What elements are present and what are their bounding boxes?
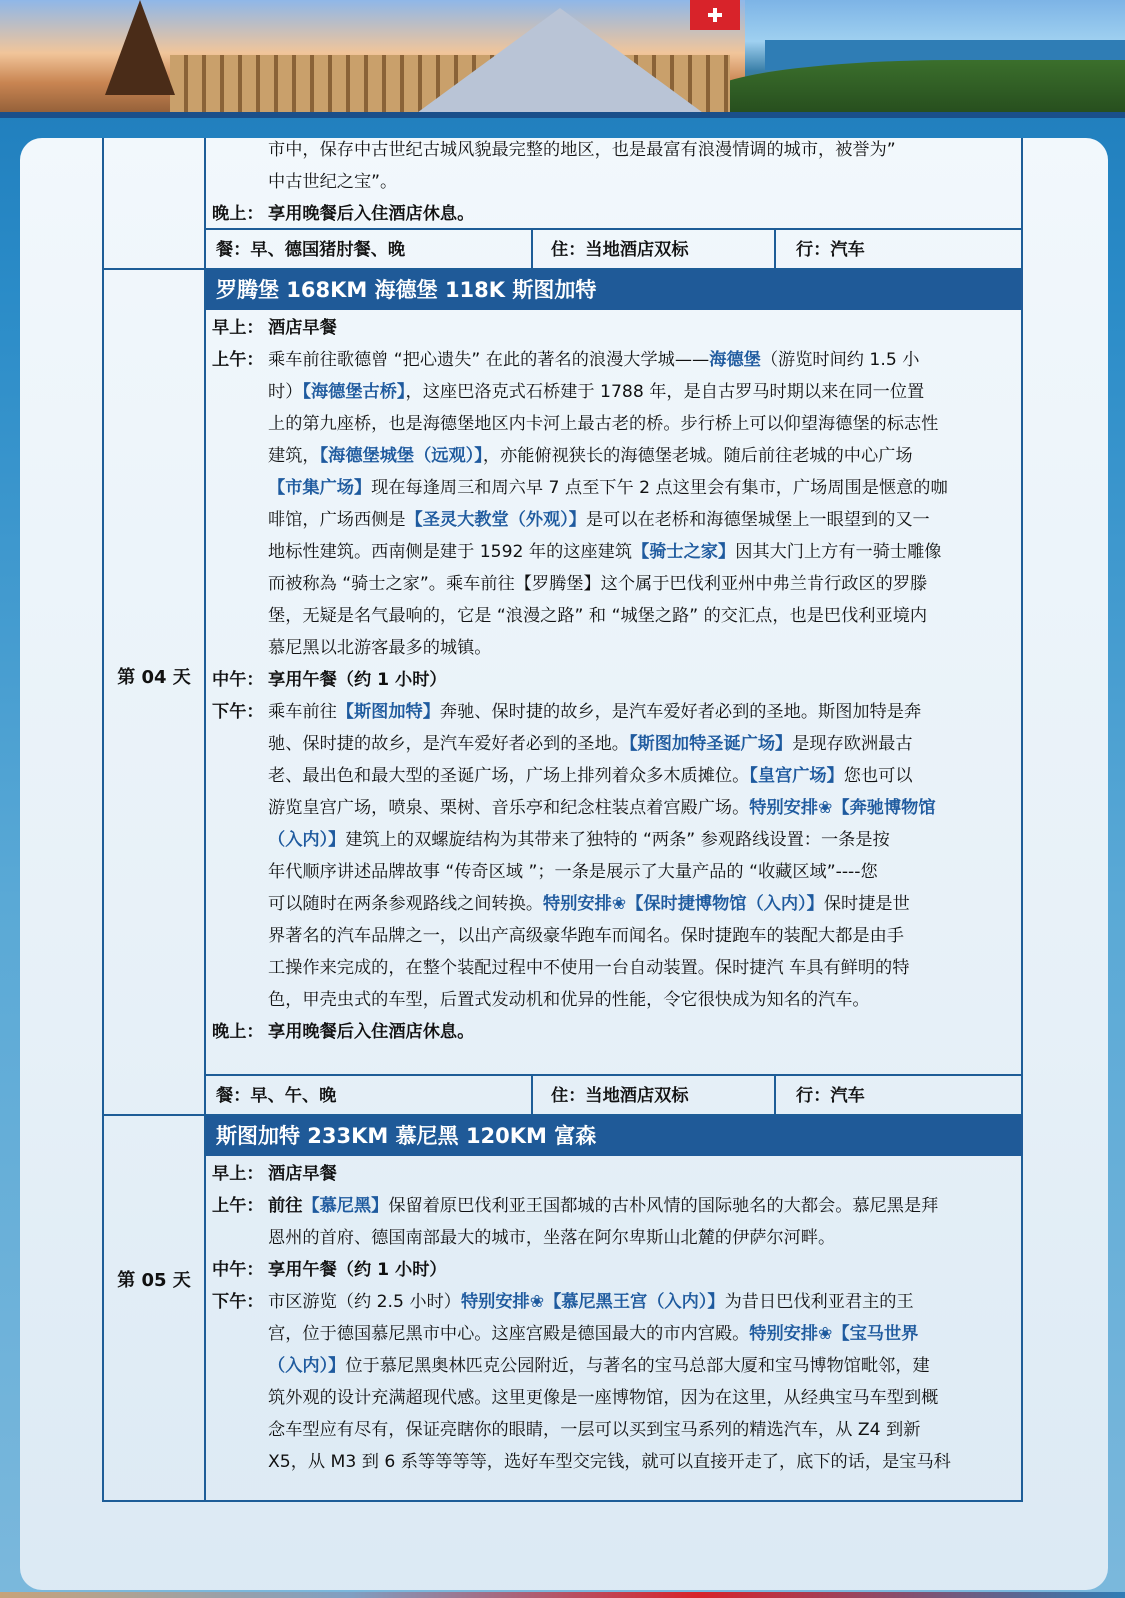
day3-meal-row [206, 230, 1023, 270]
cell-divider [531, 230, 533, 270]
header-banner-image [0, 0, 1125, 118]
body-text: 宫，位于德国慕尼黑市中心。这座宫殿是德国最大的市内宫殿。 [268, 1324, 750, 1344]
body-text: 驰、保时捷的故乡，是汽车爱好者必到的圣地。 [268, 734, 629, 754]
highlight-text: 【骑士之家】 [632, 542, 736, 562]
highlight-text: 【慕尼黑】 [302, 1196, 389, 1216]
body-text: 工操作来完成的，在整个装配过程中不使用一台自动装置。保时捷汽 车具有鲜明的特 [268, 958, 910, 978]
day5-schedule [212, 1158, 1012, 1478]
cell-divider [774, 1076, 776, 1116]
body-text: 时） [268, 382, 303, 402]
body-text: 堡，无疑是名气最响的，它是 “浪漫之路” 和 “城堡之路” 的交汇点，也是巴伐利亚境内 [268, 606, 928, 626]
paragraph-line [268, 536, 1012, 568]
highlight-text: （入内）】 [268, 830, 346, 850]
paragraph-line [268, 408, 1012, 440]
paragraph-line [268, 376, 1012, 408]
paragraph-line [268, 568, 1012, 600]
evening-label: 晚上： [212, 1022, 264, 1042]
paragraph-line [268, 472, 1012, 504]
itinerary-table [102, 138, 1023, 1502]
highlight-text: （入内）】 [268, 1356, 346, 1376]
body-text: ，亦能俯视狭长的海德堡老城。随后前往老城的中心广场 [482, 446, 913, 466]
paragraph-line [268, 696, 1012, 728]
breakfast-text: 酒店早餐 [268, 318, 337, 338]
paragraph-line [268, 920, 1012, 952]
breakfast-label: 早上： [212, 1164, 264, 1184]
afternoon-label: 下午： [212, 1292, 264, 1312]
body-text: （游览时间约 1.5 小 [760, 350, 920, 370]
morning-label: 上午： [212, 350, 264, 370]
evening-text: 享用晚餐后入住酒店休息。 [268, 1022, 475, 1042]
body-text: 啡馆，广场西侧是 [268, 510, 406, 530]
footer-banner-strip [0, 1592, 1125, 1598]
highlight-text: 【圣灵大教堂（外观）】 [405, 510, 586, 530]
body-text: 可以随时在两条参观路线之间转换。 [268, 894, 544, 914]
body-text: 界著名的汽车品牌之一，以出产高级豪华跑车而闻名。保时捷跑车的装配大都是由手 [268, 926, 904, 946]
body-text: 而被称為 “骑士之家”。乘车前往【罗腾堡】这个属于巴伐利亚州中弗兰肯行政区的罗滕 [268, 574, 928, 594]
paragraph-line [268, 632, 1012, 664]
afternoon-text [268, 1286, 1012, 1478]
body-text: 是现存欧洲最古 [792, 734, 913, 754]
paragraph-line [268, 440, 1012, 472]
highlight-text: 【斯图加特】 [336, 702, 440, 722]
paragraph-line [268, 952, 1012, 984]
breakfast-text: 酒店早餐 [268, 1164, 337, 1184]
cell-divider [531, 1076, 533, 1116]
paragraph-line [268, 792, 1012, 824]
paragraph-line [268, 760, 1012, 792]
body-text: 保时捷是世 [823, 894, 910, 914]
day3-tail-block [212, 134, 1012, 230]
highlight-text: 特别安排❀【保时捷博物馆（入内）】 [543, 894, 824, 914]
highlight-text: 【市集广场】 [268, 478, 372, 498]
body-text: 奔驰、保时捷的故乡，是汽车爱好者必到的圣地。斯图加特是奔 [439, 702, 922, 722]
body-text: ，这座巴洛克式石桥建于 1788 年，是自古罗马时期以来在同一位置 [405, 382, 925, 402]
banner-pyramid [410, 8, 710, 118]
body-text: 上的第九座桥，也是海德堡地区内卡河上最古老的桥。步行桥上可以仰望海德堡的标志性 [268, 414, 939, 434]
evening-label: 晚上： [212, 204, 264, 224]
body-text: 现在每逢周三和周六早 7 点至下午 2 点这里会有集市，广场周围是惬意的咖 [371, 478, 948, 498]
cell-divider [774, 230, 776, 270]
banner-strip [0, 112, 1125, 118]
highlight-text: 特别安排❀【慕尼黑王宫（入内）】 [460, 1292, 725, 1312]
hotel-info: 住：当地酒店双标 [551, 240, 689, 260]
body-text: 是可以在老桥和海德堡城堡上一眼望到的又一 [585, 510, 930, 530]
hotel-info: 住：当地酒店双标 [551, 1086, 689, 1106]
paragraph-line [268, 1414, 1012, 1446]
day3-line: 市中，保存中古世纪古城风貌最完整的地区，也是最富有浪漫情调的城市，被誉为” [268, 140, 896, 160]
body-text: 市区游览（约 2.5 小时） [268, 1292, 461, 1312]
paragraph-line [268, 888, 1012, 920]
day5-label: 第 05 天 [117, 1270, 191, 1291]
banner-swiss-flag [690, 0, 740, 30]
highlight-text: 海德堡 [709, 350, 761, 370]
afternoon-label: 下午： [212, 702, 264, 722]
noon-text: 享用午餐（约 1 小时） [268, 1260, 447, 1280]
meal-info: 餐：早、午、晚 [216, 1086, 337, 1106]
highlight-text: 【斯图加特圣诞广场】 [628, 734, 793, 754]
banner-eiffel-tower [105, 0, 175, 95]
noon-label: 中午： [212, 670, 264, 690]
morning-label: 上午： [212, 1196, 264, 1216]
body-text: 乘车前往 [268, 702, 337, 722]
body-text: 您也可以 [843, 766, 913, 786]
day3-line: 中古世纪之宝”。 [268, 172, 398, 192]
body-text: 老、最出色和最大型的圣诞广场，广场上排列着众多木质摊位。 [268, 766, 750, 786]
evening-text: 享用晚餐后入住酒店休息。 [268, 204, 475, 224]
transport-info: 行：汽车 [796, 1086, 865, 1106]
body-text: 为昔日巴伐利亚君主的王 [724, 1292, 914, 1312]
day4-schedule [212, 312, 1012, 1048]
body-text: 位于慕尼黑奥林匹克公园附近，与著名的宝马总部大厦和宝马博物馆毗邻，建 [345, 1356, 930, 1376]
body-text: X5，从 M3 到 6 系等等等等，选好车型交完钱，就可以直接开走了，底下的话，是宝马科 [268, 1452, 951, 1472]
paragraph-line [268, 1382, 1012, 1414]
paragraph-line [268, 1350, 1012, 1382]
day4-label: 第 04 天 [117, 667, 191, 688]
paragraph-line [268, 856, 1012, 888]
highlight-text: 【海德堡城堡（远观）】 [319, 446, 483, 466]
body-text: 乘车前往歌德曾 “把心遗失” 在此的著名的浪漫大学城—— [268, 350, 710, 370]
morning-text [268, 1190, 1012, 1254]
day4-meal-row [206, 1076, 1023, 1116]
paragraph-line [268, 1222, 1012, 1254]
body-text: 慕尼黑以北游客最多的城镇。 [268, 638, 492, 658]
highlight-text: 【海德堡古桥】 [302, 382, 406, 402]
afternoon-text [268, 696, 1012, 1016]
body-text: 建筑上的双螺旋结构为其带来了独特的 “两条” 参观路线设置：一条是按 [345, 830, 890, 850]
noon-text: 享用午餐（约 1 小时） [268, 670, 447, 690]
transport-info: 行：汽车 [796, 240, 865, 260]
morning-text [268, 344, 1012, 664]
paragraph-line [268, 728, 1012, 760]
body-text: 地标性建筑。西南侧是建于 1592 年的这座建筑 [268, 542, 633, 562]
body-text: 年代顺序讲述品牌故事 “传奇区域 ”；一条是展示了大量产品的 “收藏区域”----您 [268, 862, 878, 882]
body-text: 筑外观的设计充满超现代感。这里更像是一座博物馆，因为在这里，从经典宝马车型到概 [268, 1388, 939, 1408]
body-text: 念车型应有尽有，保证亮瞎你的眼睛，一层可以买到宝马系列的精选汽车，从 Z4 到新 [268, 1420, 921, 1440]
highlight-text: 特别安排❀【奔驰博物馆 [749, 798, 936, 818]
day5-title-bar: 斯图加特 233KM 慕尼黑 120KM 富森 [206, 1116, 1023, 1156]
body-text: 游览皇宫广场，喷泉、栗树、音乐亭和纪念柱装点着宫殿广场。 [268, 798, 750, 818]
paragraph-line [268, 1190, 1012, 1222]
noon-label: 中午： [212, 1260, 264, 1280]
paragraph-line [268, 1446, 1012, 1478]
meal-info: 餐：早、德国猪肘餐、晚 [216, 240, 406, 260]
day-column-divider [204, 138, 206, 1500]
body-text: 前往 [268, 1196, 303, 1216]
body-text: 色，甲壳虫式的车型，后置式发动机和优异的性能，令它很快成为知名的汽车。 [268, 990, 870, 1010]
paragraph-line [268, 344, 1012, 376]
body-text: 保留着原巴伐利亚王国都城的古朴风情的国际驰名的大都会。慕尼黑是拜 [388, 1196, 939, 1216]
breakfast-label: 早上： [212, 318, 264, 338]
paragraph-line [268, 504, 1012, 536]
paragraph-line [268, 1318, 1012, 1350]
paragraph-line [268, 824, 1012, 856]
highlight-text: 特别安排❀【宝马世界 [749, 1324, 919, 1344]
body-text: 建筑， [268, 446, 320, 466]
body-text: 恩州的首府、德国南部最大的城市，坐落在阿尔卑斯山北麓的伊萨尔河畔。 [268, 1228, 836, 1248]
day4-title-bar: 罗腾堡 168KM 海德堡 118K 斯图加特 [206, 270, 1023, 310]
paragraph-line [268, 984, 1012, 1016]
body-text: 因其大门上方有一骑士雕像 [735, 542, 942, 562]
highlight-text: 【皇宫广场】 [749, 766, 844, 786]
paragraph-line [268, 1286, 1012, 1318]
paragraph-line [268, 600, 1012, 632]
